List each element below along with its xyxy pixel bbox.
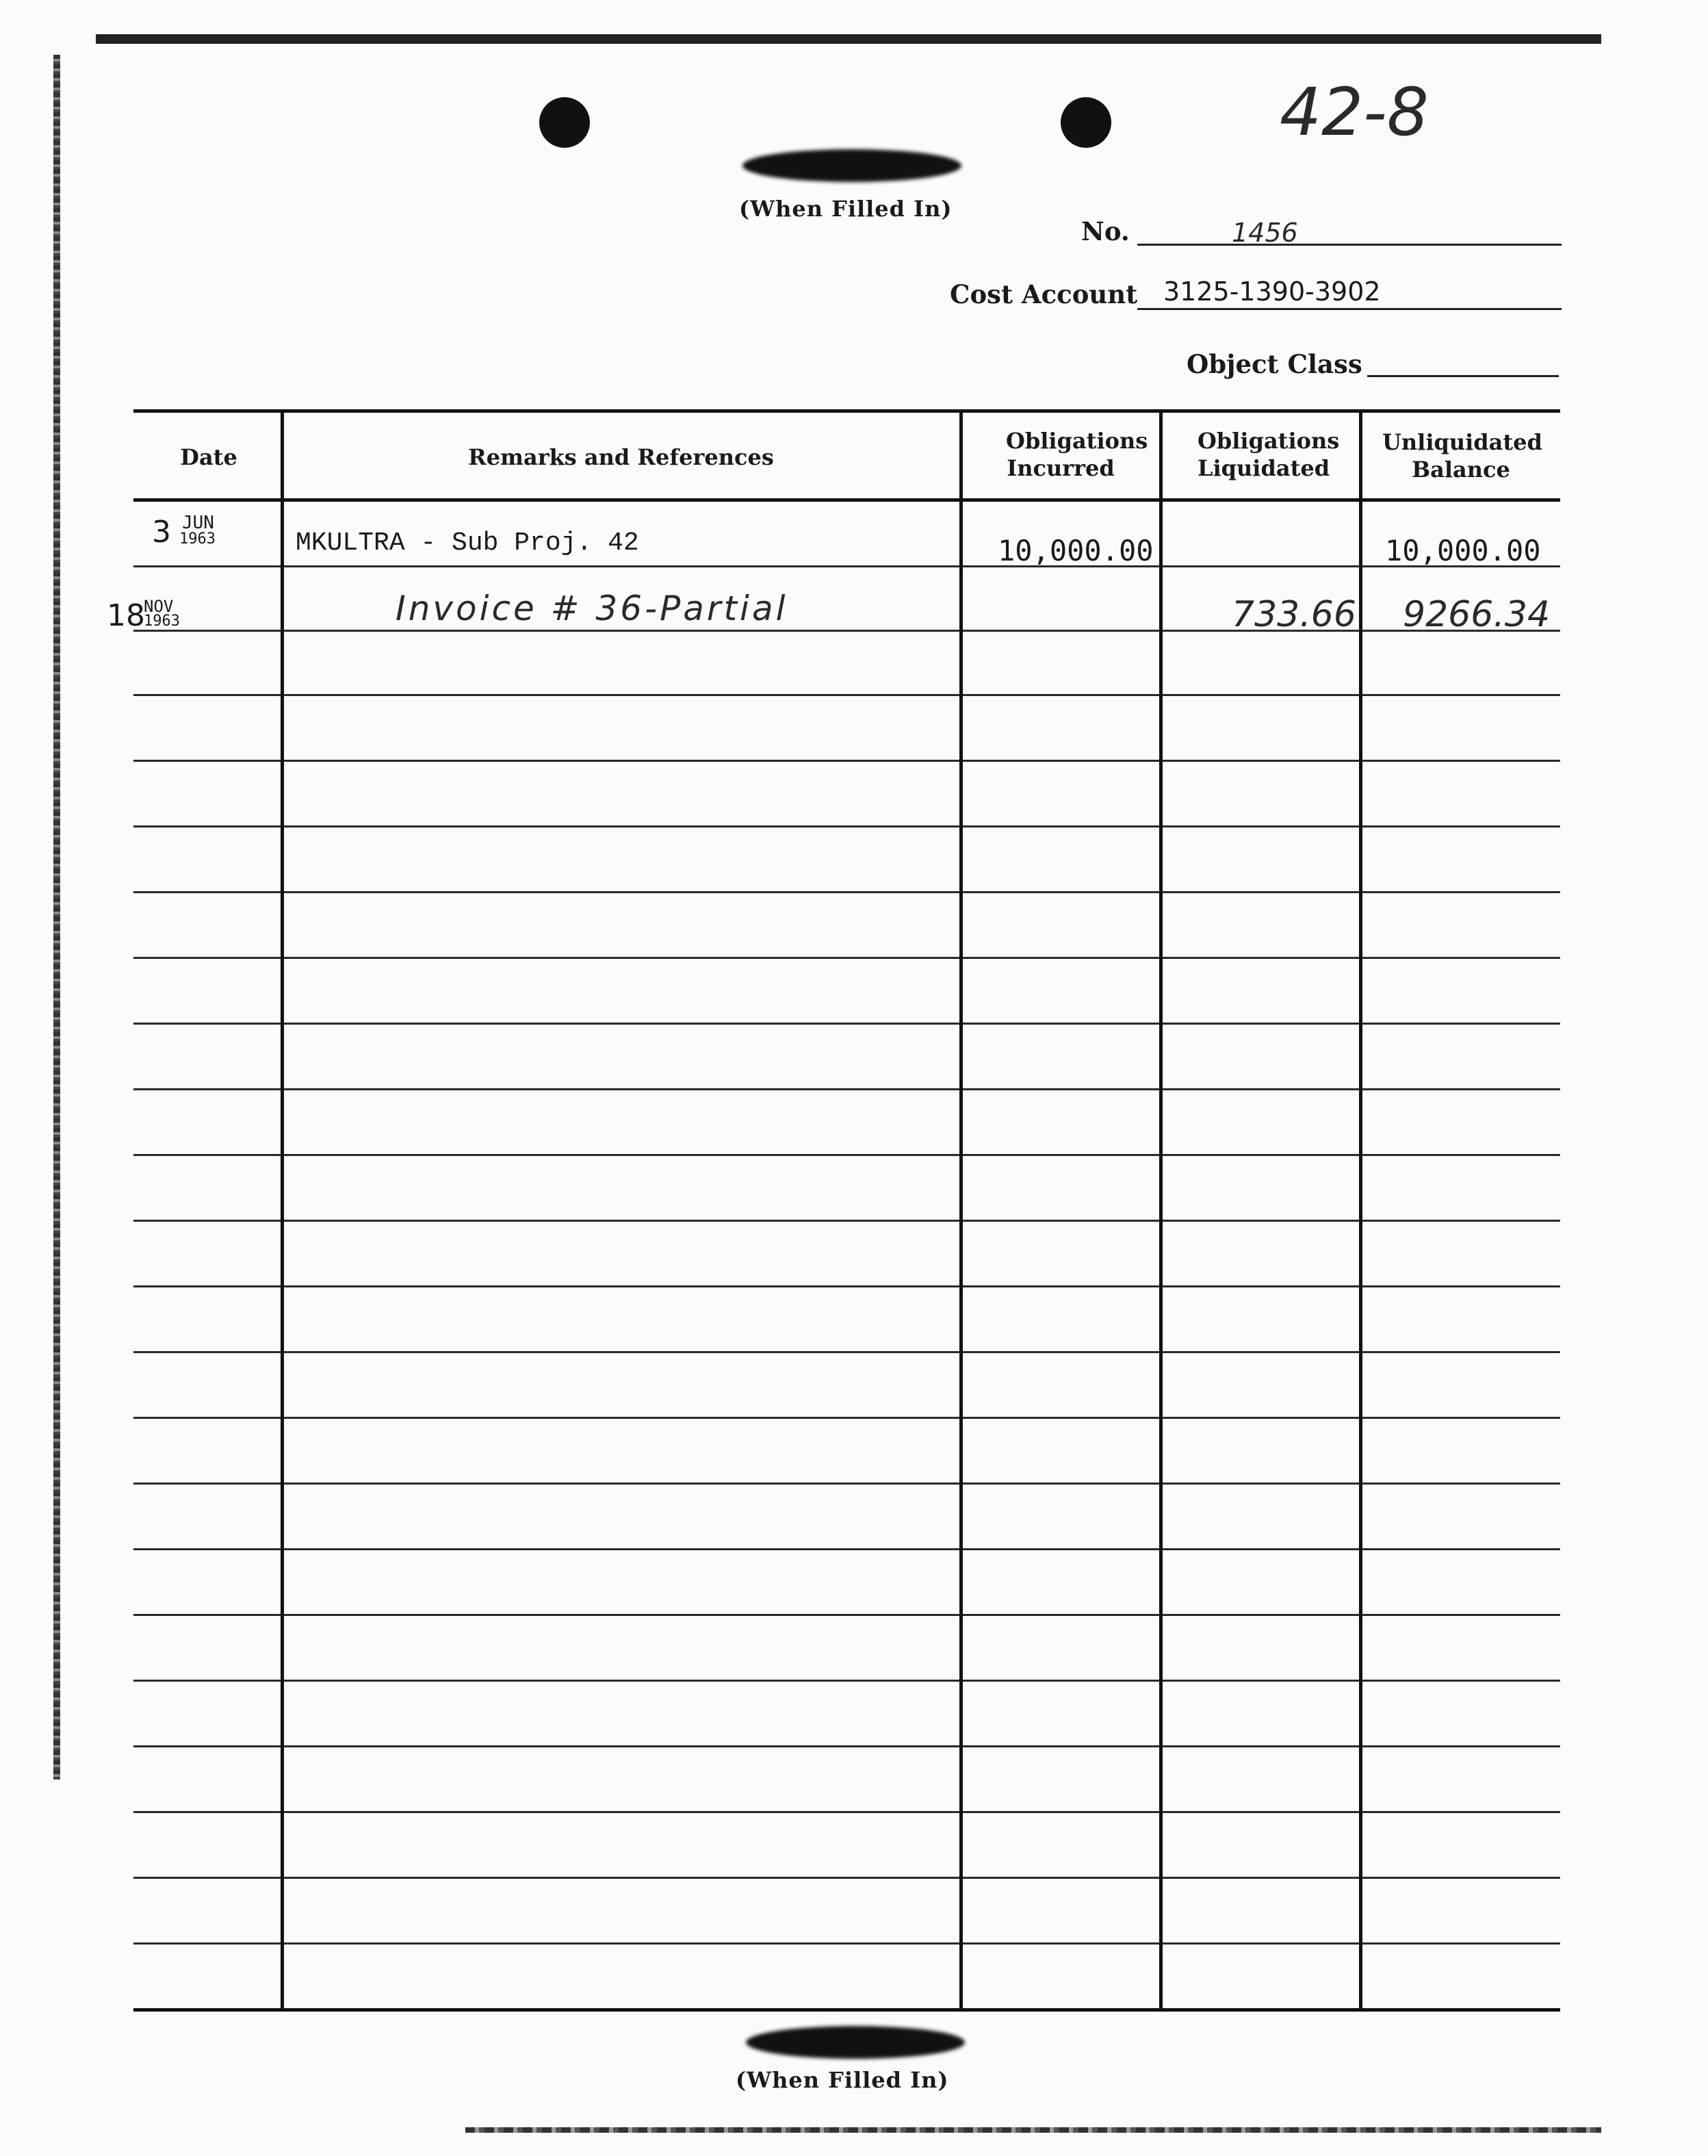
column-header-balance: Unliquidated Balance [1382, 429, 1542, 483]
punch-hole-left [539, 97, 590, 148]
scan-top-edge [96, 34, 1601, 44]
row-rule [133, 891, 1560, 893]
entry-balance: 10,000.00 [1385, 534, 1541, 567]
entry-date-month: NOV [144, 597, 174, 616]
column-divider [959, 409, 963, 2011]
row-rule [133, 1220, 1560, 1222]
column-divider [1359, 409, 1362, 2011]
entry-date-year: 1963 [144, 613, 180, 630]
document-reference: 42-8 [1280, 74, 1429, 151]
entry-balance: 9266.34 [1403, 594, 1551, 635]
entry-date-day: 18 [107, 598, 145, 633]
row-rule [133, 1351, 1560, 1353]
row-rule [133, 1023, 1560, 1025]
number-label: No. [1081, 216, 1130, 246]
table-top-rule [133, 409, 1560, 413]
row-rule [133, 1154, 1560, 1156]
table-header-rule [133, 498, 1560, 502]
row-rule [133, 1680, 1560, 1682]
row-rule [133, 1877, 1560, 1879]
column-header-liquidated: Obligations Liquidated [1198, 428, 1340, 481]
scan-bottom-edge [465, 2127, 1601, 2133]
cost-account-underline [1137, 308, 1562, 310]
row-rule [133, 957, 1560, 959]
object-class-label: Object Class [1187, 349, 1362, 379]
row-rule [133, 1088, 1560, 1090]
row-rule [133, 825, 1560, 827]
row-rule [133, 1614, 1560, 1616]
row-rule [133, 1417, 1560, 1419]
column-divider [281, 409, 284, 2011]
redaction-mark-top [742, 149, 961, 182]
entry-date-day: 3 [152, 515, 171, 550]
column-header-date: Date [180, 444, 237, 470]
entry-date-year: 1963 [179, 530, 216, 548]
row-rule [133, 760, 1560, 762]
row-rule [133, 1548, 1560, 1550]
entry-remarks: MKULTRA - Sub Proj. 42 [296, 528, 639, 558]
row-rule [133, 1942, 1560, 1945]
number-underline [1137, 244, 1562, 246]
scan-left-edge [53, 55, 60, 1780]
classification-note-top: (When Filled In) [739, 196, 953, 222]
column-header-remarks: Remarks and References [468, 444, 774, 470]
row-rule [133, 565, 1560, 567]
entry-remarks: Invoice # 36-Partial [396, 589, 788, 628]
row-rule [133, 1811, 1560, 1813]
entry-liquidated: 733.66 [1232, 594, 1356, 635]
classification-note-bottom: (When Filled In) [736, 2067, 949, 2093]
column-header-incurred: Obligations Incurred [1006, 428, 1148, 481]
row-rule [133, 694, 1560, 696]
table-bottom-rule [133, 2008, 1560, 2012]
entry-incurred: 10,000.00 [998, 534, 1154, 567]
punch-hole-right [1061, 97, 1111, 148]
row-rule [133, 1483, 1560, 1485]
object-class-underline [1367, 375, 1559, 377]
number-value: 1456 [1232, 218, 1298, 248]
row-rule [133, 1285, 1560, 1287]
row-rule [133, 1745, 1560, 1747]
column-divider [1159, 409, 1163, 2011]
entry-date-month: JUN [182, 513, 214, 533]
cost-account-label: Cost Account [950, 279, 1138, 309]
cost-account-value: 3125-1390-3902 [1163, 277, 1381, 307]
redaction-mark-bottom [746, 2026, 965, 2059]
